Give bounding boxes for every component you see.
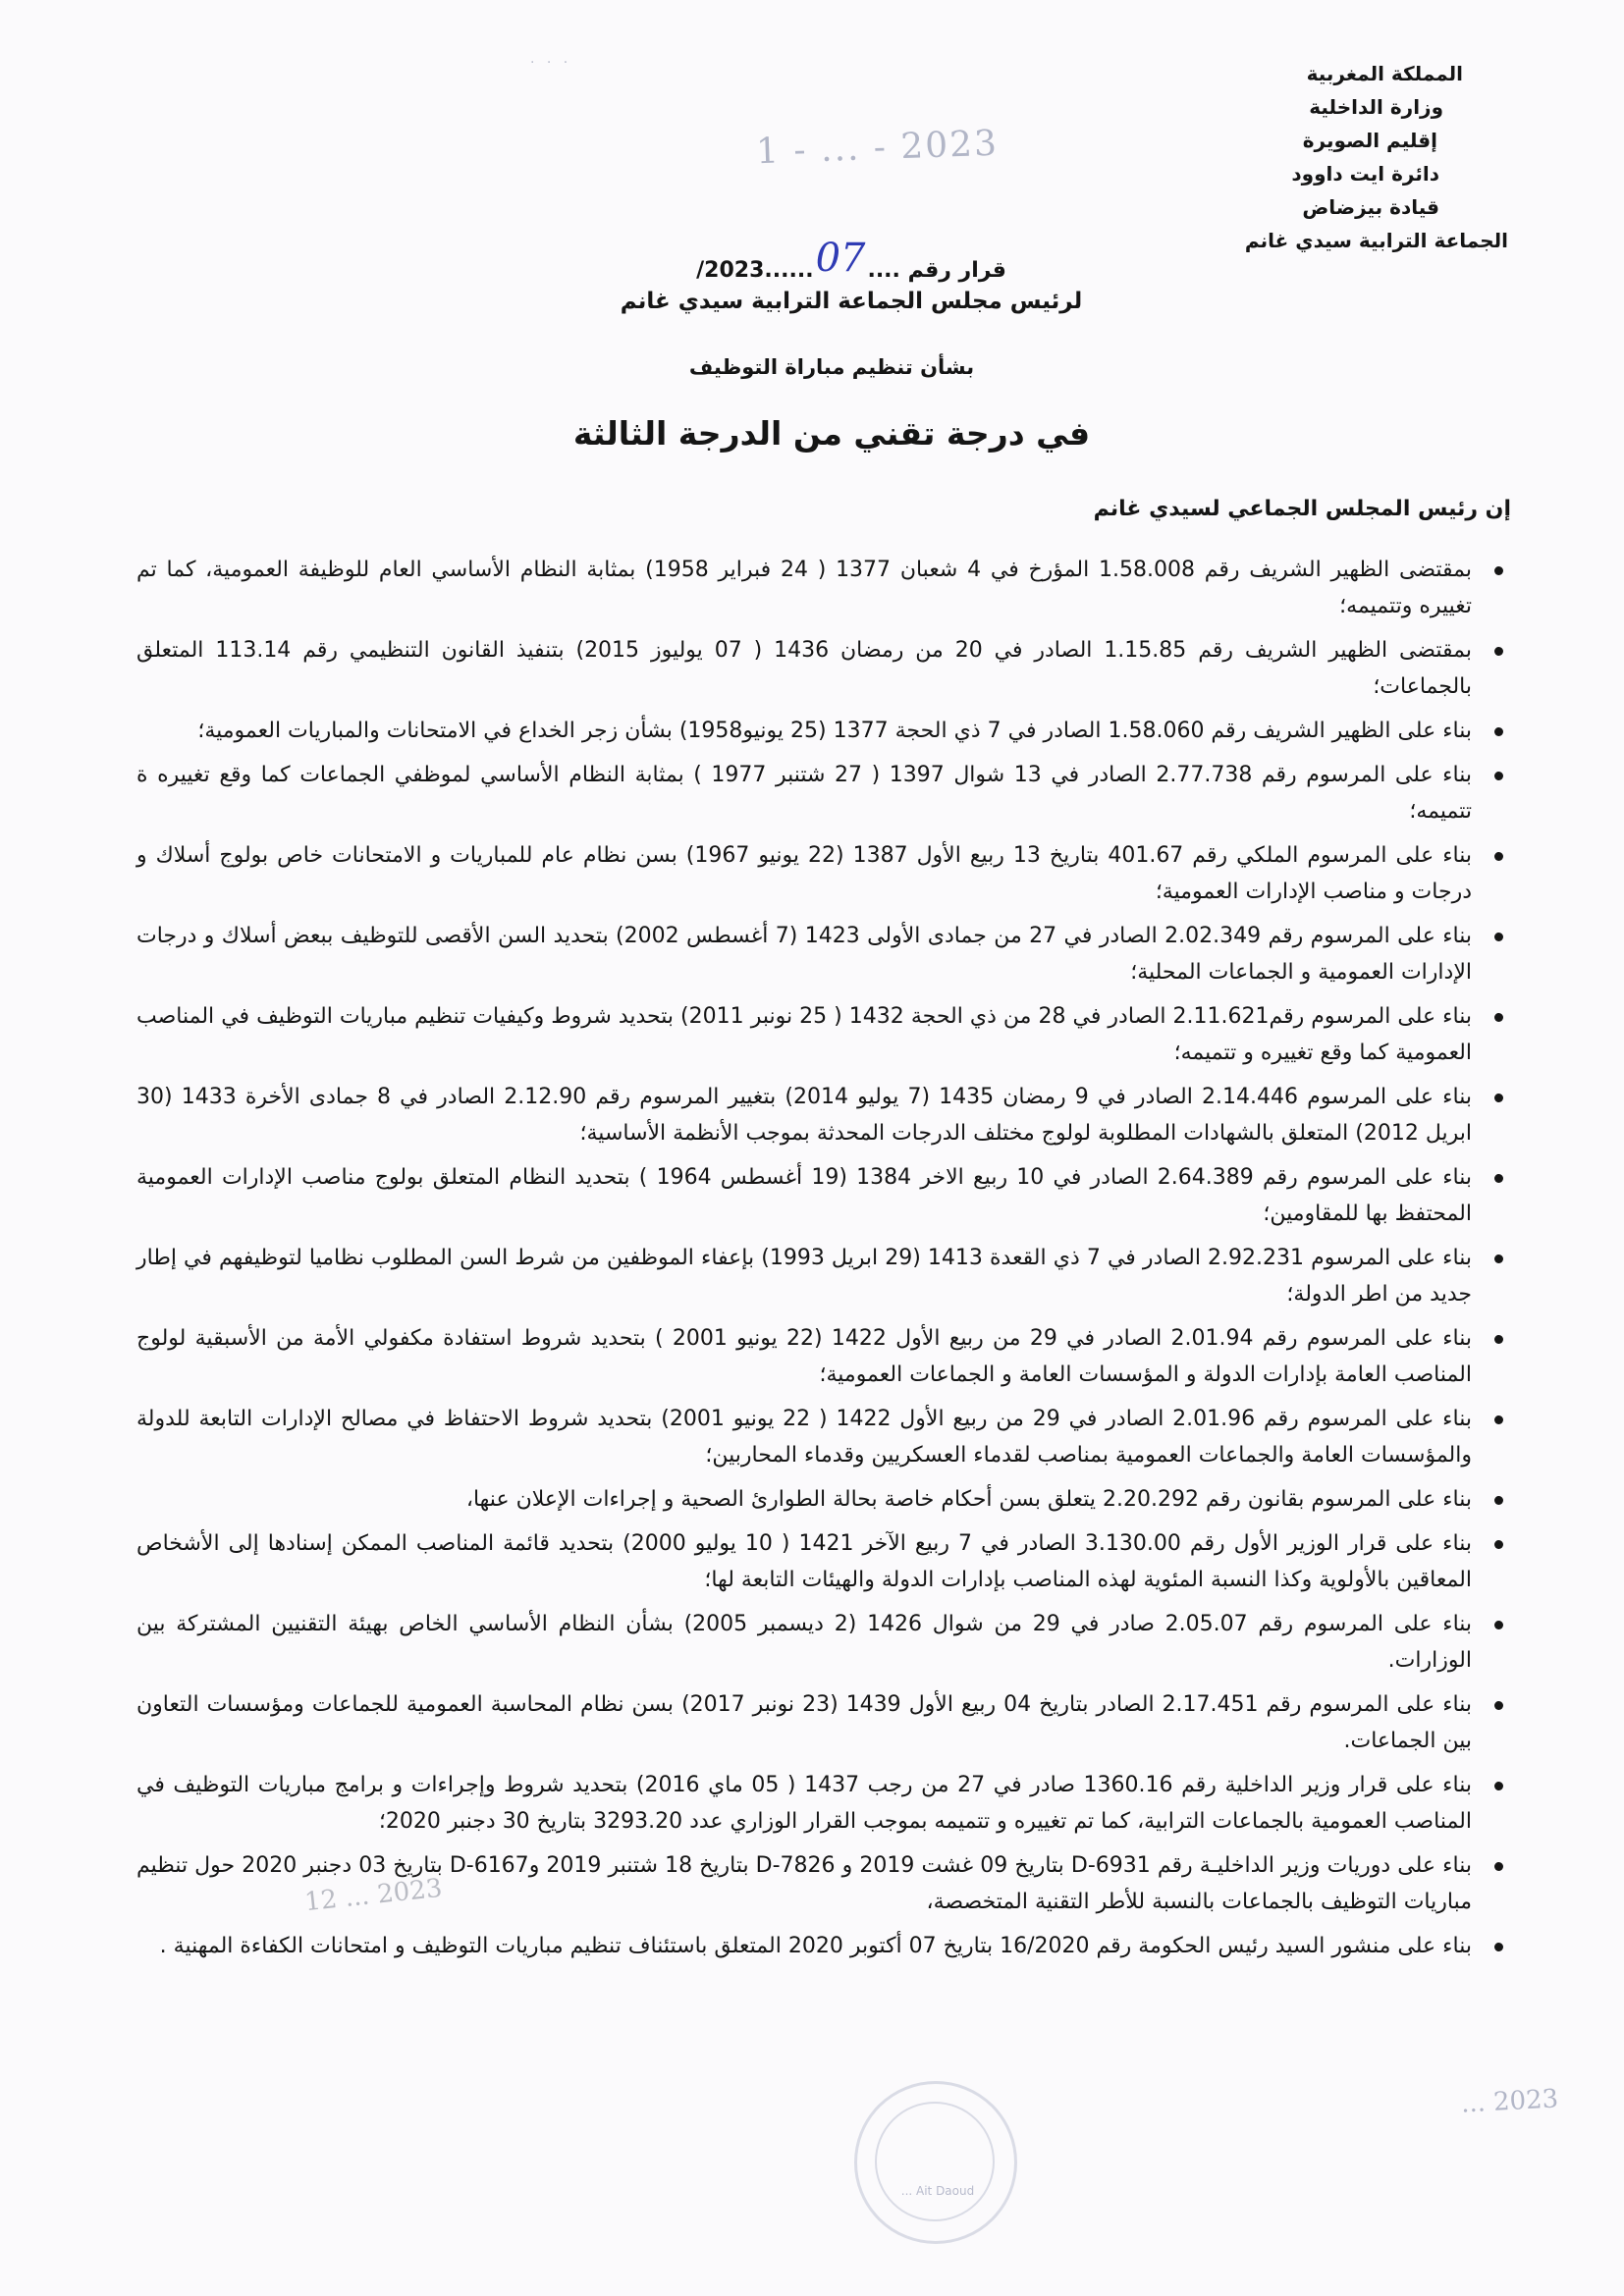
title-subject bbox=[0, 355, 1624, 379]
consideration-item: بناء على المرسوم 2.92.231 الصادر في 7 ذي القعدة 1413 (29 ابريل 1993) بإعفاء الموظفين من شرط السن المطلوب نظاميا لتوظيفهم في إطار جديد من اطر الدولة؛ bbox=[136, 1240, 1511, 1312]
consideration-item: بناء على المرسوم رقم 2.01.96 الصادر في 29 من ربيع الأول 1422 ( 22 يونيو 2001) بتحديد شروط الاحتفاظ في مصالح الإدارات التابعة للدولة والمؤسسات العامة والجماعات العمومية بمناصب لقدماء العسكريين وقدماء المحاربين؛ bbox=[136, 1401, 1511, 1473]
consideration-item: بناء على الظهير الشريف رقم 1.58.060 الصادر في 7 ذي الحجة 1377 (25 يونيو1958) بشأن زجر الخداع في الامتحانات والمباريات العمومية؛ bbox=[136, 713, 1511, 749]
header-ministry: وزارة الداخلية bbox=[1309, 95, 1443, 119]
consideration-item: بناء على المرسوم رقم2.11.621 الصادر في 28 من ذي الحجة 1432 ( 25 نونبر 2011) بتحديد شروط وكيفيات تنظيم مباريات التوظيف في المناصب العمومية كما وقع تغييره و تتميمه؛ bbox=[136, 998, 1511, 1071]
title-grade-text: في درجة تقني من الدرجة الثالثة bbox=[572, 414, 1091, 453]
title-subject-text: بشأن تنظيم مباراة التوظيف bbox=[688, 355, 975, 379]
decision-year: 2023/ bbox=[696, 258, 765, 283]
consideration-item: بناء على المرسوم رقم 2.77.738 الصادر في 13 شوال 1397 ( 27 شتنبر 1977 ) بمثابة النظام الأساسي لموظفي الجماعات كما وقع تغييره ة تتميمه؛ bbox=[136, 757, 1511, 829]
consideration-item: بناء على المرسوم رقم 2.17.451 الصادر بتاريخ 04 ربيع الأول 1439 (23 نونبر 2017) بسن نظام المحاسبة العمومية للجماعات ومؤسسات التعاون بين الجماعات. bbox=[136, 1686, 1511, 1759]
consideration-item: بناء على دوريات وزير الداخليـة رقم D-6931 بتاريخ 09 غشت 2019 و D-7826 بتاريخ 18 شتنبر 2019 وD-6167 بتاريخ 03 دجنبر 2020 حول تنظيم مباريات التوظيف بالجماعات بالنسبة للأطر التقنية المتخصصة، bbox=[136, 1847, 1511, 1920]
consideration-item: بناء على المرسوم رقم 2.05.07 صادر في 29 من شوال 1426 (2 ديسمبر 2005) بشأن النظام الأساسي الخاص بهيئة التقنيين المشتركة بين الوزارات. bbox=[136, 1606, 1511, 1679]
considerations-list bbox=[136, 552, 1511, 1972]
header-caidat: قيادة بيزضاض bbox=[1302, 195, 1439, 219]
intro-heading: إن رئيس المجلس الجماعي لسيدي غانم bbox=[1093, 497, 1511, 521]
consideration-item: بناء على المرسوم الملكي رقم 401.67 بتاريخ 13 ربيع الأول 1387 (22 يونيو 1967) بسن نظام عام للمباريات و الامتحانات خاص بولوج أسلاك و درجات و مناصب الإدارات العمومية؛ bbox=[136, 837, 1511, 910]
faint-date-stamp: 2023 ... 12 bbox=[302, 1873, 444, 1918]
decision-number-handwritten: 07 bbox=[815, 236, 866, 281]
title-grade bbox=[0, 414, 1624, 453]
consideration-item: بناء على قرار الوزير الأول رقم 3.130.00 الصادر في 7 ربيع الآخر 1421 ( 10 يوليو 2000) بتحديد قائمة المناصب الممكن إسنادها إلى الأشخاص المعاقين بالأولوية وكذا النسبة المئوية لهذه المناصب بإدارات الدولة والهيئات التابعة لها؛ bbox=[136, 1525, 1511, 1598]
decision-dots-before: .... bbox=[867, 258, 900, 283]
header-kingdom: المملكة المغربية bbox=[1306, 62, 1463, 85]
decision-prefix: قرار رقم bbox=[907, 258, 1006, 283]
issuing-authority-header bbox=[1214, 57, 1508, 257]
consideration-item: بناء على المرسوم رقم 2.02.349 الصادر في 27 من جمادى الأولى 1423 (7 أغسطس 2002) بتحديد السن الأقصى للتوظيف ببعض أسلاك و درجات الإدارات العمومية و الجماعات المحلية؛ bbox=[136, 918, 1511, 990]
consideration-item: بناء على منشور السيد رئيس الحكومة رقم 16/2020 بتاريخ 07 أكتوبر 2020 المتعلق باستئناف تنظيم مباريات التوظيف و امتحانات الكفاءة المهنية . bbox=[136, 1928, 1511, 1964]
title-president bbox=[0, 289, 1624, 314]
registry-stamp: 2023 - ... - 1 bbox=[755, 123, 1000, 173]
consideration-item: بناء على المرسوم رقم 2.64.389 الصادر في 10 ربيع الاخر 1384 (19 أغسطس 1964 ) بتحديد النظام المتعلق بولوج مناصب الإدارات العمومية المحتفظ بها للمقاومين؛ bbox=[136, 1159, 1511, 1232]
header-commune: الجماعة الترابية سيدي غانم bbox=[1244, 229, 1508, 252]
decision-dots-after: ...... bbox=[764, 258, 814, 283]
consideration-item: بمقتضى الظهير الشريف رقم 1.15.85 الصادر في 20 من رمضان 1436 ( 07 يوليوز 2015) بتنفيذ القانون التنظيمي رقم 113.14 المتعلق بالجماعات؛ bbox=[136, 632, 1511, 705]
header-province: إقليم الصويرة bbox=[1302, 129, 1437, 152]
consideration-item: بمقتضى الظهير الشريف رقم 1.58.008 المؤرخ في 4 شعبان 1377 ( 24 فبراير 1958) بمثابة النظام الأساسي العام للوظيفة العمومية، كما تم تغييره وتتميمه؛ bbox=[136, 552, 1511, 624]
bottom-registry-stamp: 2023 ... bbox=[1460, 2084, 1559, 2119]
title-president-text: لرئيس مجلس الجماعة الترابية سيدي غانم bbox=[620, 289, 1083, 314]
consideration-item: بناء على المرسوم رقم 2.01.94 الصادر في 29 من ربيع الأول 1422 (22 يونيو 2001 ) بتحديد شروط استفادة مكفولي الأمة من الأسبقية لولوج المناصب العامة بإدارات الدولة و المؤسسات العامة و الجماعات العمومية؛ bbox=[136, 1320, 1511, 1393]
consideration-item: بناء على قرار وزير الداخلية رقم 1360.16 صادر في 27 من رجب 1437 ( 05 ماي 2016) بتحديد شروط وإجراءات و برامج مباريات التوظيف في المناصب العمومية بالجماعات الترابية، كما تم تغييره و تتميمه بموجب القرار الوزاري عدد 3293.20 بتاريخ 30 دجنبر 2020؛ bbox=[136, 1767, 1511, 1840]
header-circle: دائرة ايت داوود bbox=[1291, 162, 1439, 186]
consideration-item: بناء على المرسوم 2.14.446 الصادر في 9 رمضان 1435 (7 يوليو 2014) بتغيير المرسوم رقم 2.12.90 الصادر في 8 جمادى الأخرة 1433 (30 ابريل 2012) المتعلق بالشهادات المطلوبة لولوج مختلف الدرجات المحدثة بموجب الأنظمة الأساسية؛ bbox=[136, 1079, 1511, 1151]
stamp-dots: · · · bbox=[530, 55, 572, 71]
consideration-item: بناء على المرسوم بقانون رقم 2.20.292 يتعلق بسن أحكام خاصة بحالة الطوارئ الصحية و إجراءات الإعلان عنها، bbox=[136, 1481, 1511, 1518]
round-seal-text: ... Ait Daoud bbox=[900, 2184, 975, 2198]
round-seal-stamp bbox=[854, 2081, 1017, 2244]
